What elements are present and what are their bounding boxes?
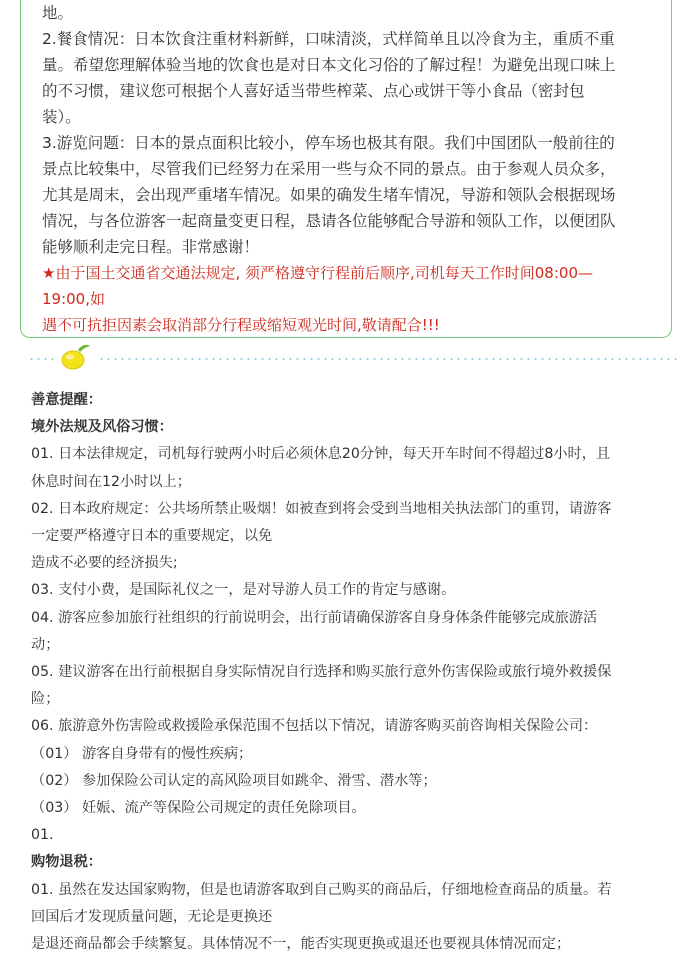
dotted-divider [28, 358, 678, 360]
law-line: 01. [31, 827, 54, 844]
shopping-line: 回国后才发现质量问题，无论是更换还 [31, 908, 273, 925]
notice-line: 能够顺利走完日程。非常感谢！ [42, 238, 260, 256]
notice-line: 装）。 [42, 108, 81, 126]
law-line: 动； [31, 636, 60, 653]
law-line: （01） 游客自身带有的慢性疾病； [31, 745, 253, 762]
shopping-line: 是退还商品都会手续繁复。具体情况不一，能否实现更换或退还也要视具体情况而定； [31, 936, 571, 953]
law-line: 05. 建议游客在出行前根据自身实际情况自行选择和购买旅行意外伤害保险或旅行境外救援保 [31, 664, 612, 681]
law-line: 休息时间在12小时以上； [31, 473, 191, 490]
tips-heading: 善意提醒： [31, 392, 102, 408]
notice-line: 2.餐食情况：日本饮食注重材料新鲜，口味清淡，式样简单且以冷食为主，重质不重 [42, 30, 615, 48]
notice-text [42, 0, 662, 338]
traffic-warning-line: 19:00,如 [42, 290, 105, 308]
shopping-line: 01. 虽然在发达国家购物，但是也请游客取到自己购买的商品后，仔细地检查商品的质量。若 [31, 881, 612, 898]
law-line: （03） 妊娠、流产等保险公司规定的责任免除项目。 [31, 800, 366, 817]
notice-line: 的不习惯，建议您可根据个人喜好适当带些榨菜、点心或饼干等小食品（密封包 [42, 82, 585, 100]
law-line: 02. 日本政府规定：公共场所禁止吸烟！如被查到将会受到当地相关执法部门的重罚，请游客 [31, 500, 612, 517]
shopping-heading: 购物退税： [31, 854, 102, 871]
law-line: 一定要严格遵守日本的重要规定，以免 [31, 528, 273, 545]
law-line: 06. 旅游意外伤害险或救援险承保范围不包括以下情况，请游客购买前咨询相关保险公司： [31, 718, 598, 735]
law-line: 03. 支付小费，是国际礼仪之一，是对导游人员工作的肯定与感谢。 [31, 582, 456, 599]
notice-line: 量。希望您理解体验当地的饮食也是对日本文化习俗的了解过程！为避免出现口味上 [42, 56, 616, 74]
traffic-warning-line: 遇不可抗拒因素会取消部分行程或缩短观光时间,敬请配合!!! [42, 316, 440, 334]
notice-line: 3.游览问题：日本的景点面积比较小，停车场也极其有限。我们中国团队一般前往的 [42, 134, 615, 152]
law-heading: 境外法规及风俗习惯： [31, 419, 173, 436]
notice-line: 景点比较集中，尽管我们已经努力在采用一些与众不同的景点。由于参观人员众多， [42, 160, 616, 178]
notice-line: 尤其是周末，会出现严重堵车情况。如果的确发生堵车情况，导游和领队会根据现场 [42, 186, 616, 204]
traffic-warning-line: ★由于国土交通省交通法规定, 须严格遵守行程前后顺序,司机每天工作时间08:00— [42, 264, 593, 282]
law-line: （02） 参加保险公司认定的高风险项目如跳伞、滑雪、潜水等； [31, 772, 437, 789]
law-line: 险； [31, 691, 60, 708]
tips-section [31, 387, 671, 958]
law-line: 01. 日本法律规定，司机每行驶两小时后必须休息20分钟，每天开车时间不得超过8小时，且 [31, 446, 611, 463]
lemon-icon [56, 342, 94, 372]
notice-line: 地。 [42, 4, 74, 22]
law-line: 04. 游客应参加旅行社组织的行前说明会，出行前请确保游客自身身体条件能够完成旅游活 [31, 609, 598, 626]
notice-line: 情况，与各位游客一起商量变更日程，恳请各位能够配合导游和领队工作，以便团队 [42, 212, 616, 230]
law-line: 造成不必要的经济损失; [31, 555, 178, 572]
